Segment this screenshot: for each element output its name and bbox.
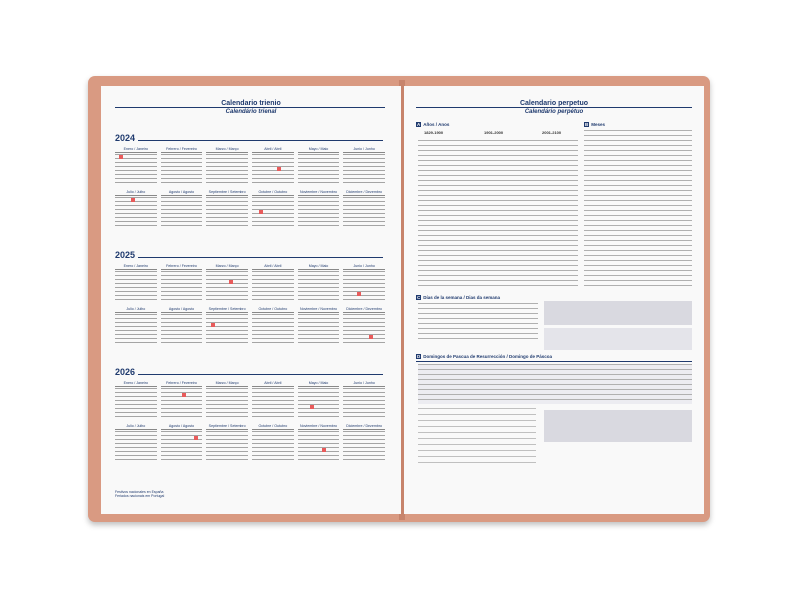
month-name: Febrero / Fevereiro xyxy=(166,264,197,268)
year-rule xyxy=(115,374,383,375)
month-days-grid xyxy=(298,152,340,186)
month-name: Diciembre / Dezembro xyxy=(346,307,383,311)
month-block xyxy=(343,264,385,304)
month-days-grid xyxy=(161,386,203,420)
month-name: Junio / Junho xyxy=(353,381,375,385)
month-block xyxy=(252,190,294,230)
month-name: Enero / Janeiro xyxy=(123,147,149,151)
page-subtitle: Calendário perpétuo xyxy=(524,109,584,115)
month-name: Abril / Abril xyxy=(264,147,282,151)
month-name: Julio / Julho xyxy=(126,190,146,194)
section-weekdays-header: C Días de la semana / Dias da semana xyxy=(417,295,501,300)
example-box xyxy=(544,328,692,350)
month-name: Abril / Abril xyxy=(264,381,282,385)
holiday-marker xyxy=(277,167,281,171)
month-days-grid xyxy=(115,195,157,229)
example-box xyxy=(544,301,692,325)
year-label: 2026 xyxy=(115,367,138,377)
month-block xyxy=(298,381,340,421)
month-name: Marzo / Março xyxy=(215,381,239,385)
month-block xyxy=(206,190,248,230)
section-months-header: B Meses xyxy=(585,122,606,127)
holiday-legend xyxy=(115,490,164,498)
month-block xyxy=(252,424,294,464)
month-name: Octubre / Outubro xyxy=(258,190,288,194)
month-name: Octubre / Outubro xyxy=(258,424,288,428)
month-name: Septiembre / Setembro xyxy=(208,307,246,311)
month-name: Noviembre / Novembro xyxy=(300,424,337,428)
notes-text xyxy=(418,408,536,468)
section-easter-header: D Domingos de Pascua de Resurrección / Domingo de Páscoa xyxy=(417,354,553,359)
month-block xyxy=(115,264,157,304)
holiday-marker xyxy=(357,292,361,296)
col-header: 1829-1900 xyxy=(424,130,444,135)
holiday-marker xyxy=(259,210,263,214)
month-name: Febrero / Fevereiro xyxy=(166,381,197,385)
month-name: Agosto / Agosto xyxy=(168,190,195,194)
title-rule xyxy=(115,107,385,108)
weekdays-table xyxy=(418,303,538,343)
section-years-header: A Años / Anos xyxy=(417,122,450,127)
year-months xyxy=(115,147,385,230)
month-block xyxy=(252,381,294,421)
month-block xyxy=(161,264,203,304)
month-days-grid xyxy=(115,429,157,463)
month-days-grid xyxy=(206,429,248,463)
month-days-grid xyxy=(115,386,157,420)
holiday-marker xyxy=(131,198,135,202)
month-block xyxy=(115,147,157,187)
month-block xyxy=(206,381,248,421)
month-days-grid xyxy=(298,386,340,420)
month-days-grid xyxy=(252,386,294,420)
year-rule xyxy=(115,140,383,141)
month-days-grid xyxy=(298,195,340,229)
month-days-grid xyxy=(161,152,203,186)
month-name: Diciembre / Dezembro xyxy=(346,190,383,194)
month-block xyxy=(206,424,248,464)
month-days-grid xyxy=(343,152,385,186)
section-rule xyxy=(416,361,692,362)
month-days-grid xyxy=(252,429,294,463)
month-name: Junio / Junho xyxy=(353,147,375,151)
month-block xyxy=(298,307,340,347)
title-rule xyxy=(416,107,692,108)
month-days-grid xyxy=(161,429,203,463)
month-block xyxy=(298,147,340,187)
month-name: Mayo / Maio xyxy=(308,381,329,385)
month-days-grid xyxy=(115,312,157,346)
month-block xyxy=(206,307,248,347)
month-block xyxy=(298,264,340,304)
month-name: Marzo / Março xyxy=(215,147,239,151)
page-subtitle: Calendário trienal xyxy=(225,109,277,115)
month-name: Junio / Junho xyxy=(353,264,375,268)
holiday-marker xyxy=(369,335,373,339)
holiday-marker xyxy=(211,323,215,327)
month-block xyxy=(343,147,385,187)
month-days-grid xyxy=(343,386,385,420)
month-block xyxy=(343,381,385,421)
month-block xyxy=(161,147,203,187)
month-days-grid xyxy=(161,195,203,229)
month-block xyxy=(115,307,157,347)
month-days-grid xyxy=(298,269,340,303)
holiday-marker xyxy=(229,280,233,284)
month-block xyxy=(298,190,340,230)
month-block xyxy=(161,190,203,230)
month-days-grid xyxy=(115,152,157,186)
easter-table xyxy=(418,364,692,404)
month-block xyxy=(252,307,294,347)
month-days-grid xyxy=(252,152,294,186)
holiday-marker xyxy=(310,405,314,409)
month-days-grid xyxy=(206,312,248,346)
month-block xyxy=(252,147,294,187)
month-name: Enero / Janeiro xyxy=(123,264,149,268)
years-table xyxy=(418,138,578,290)
page-title: Calendario perpetuo xyxy=(519,100,589,107)
month-days-grid xyxy=(206,269,248,303)
month-name: Agosto / Agosto xyxy=(168,307,195,311)
month-days-grid xyxy=(252,195,294,229)
year-rule xyxy=(115,257,383,258)
month-block xyxy=(343,307,385,347)
feasts-table xyxy=(544,410,692,442)
month-name: Diciembre / Dezembro xyxy=(346,424,383,428)
month-block xyxy=(161,381,203,421)
left-page xyxy=(101,86,401,514)
holiday-marker xyxy=(322,448,326,452)
month-days-grid xyxy=(343,429,385,463)
month-block xyxy=(161,307,203,347)
month-days-grid xyxy=(161,312,203,346)
month-days-grid xyxy=(206,195,248,229)
month-name: Mayo / Maio xyxy=(308,147,329,151)
month-days-grid xyxy=(206,152,248,186)
month-block xyxy=(115,190,157,230)
month-name: Noviembre / Novembro xyxy=(300,307,337,311)
right-page xyxy=(404,86,704,514)
month-days-grid xyxy=(115,269,157,303)
month-name: Septiembre / Setembro xyxy=(208,190,246,194)
month-block xyxy=(115,381,157,421)
page-title: Calendario trienio xyxy=(221,100,281,107)
month-days-grid xyxy=(161,269,203,303)
month-block xyxy=(206,147,248,187)
year-months xyxy=(115,381,385,464)
month-name: Noviembre / Novembro xyxy=(300,190,337,194)
month-days-grid xyxy=(252,269,294,303)
holiday-marker xyxy=(182,393,186,397)
month-name: Mayo / Maio xyxy=(308,264,329,268)
month-name: Marzo / Março xyxy=(215,264,239,268)
legend-spain: Festivos nacionales en España xyxy=(115,490,164,494)
month-days-grid xyxy=(252,312,294,346)
month-block xyxy=(343,424,385,464)
month-days-grid xyxy=(206,386,248,420)
col-header: 1901-2000 xyxy=(484,130,504,135)
month-days-grid xyxy=(298,312,340,346)
year-label: 2024 xyxy=(115,133,138,143)
month-name: Agosto / Agosto xyxy=(168,424,195,428)
month-name: Julio / Julho xyxy=(126,424,146,428)
month-block xyxy=(252,264,294,304)
legend-portugal: Feriados nacionais em Portugal xyxy=(115,494,165,498)
month-block xyxy=(298,424,340,464)
month-block xyxy=(343,190,385,230)
month-name: Julio / Julho xyxy=(126,307,146,311)
months-table xyxy=(584,130,692,290)
month-days-grid xyxy=(298,429,340,463)
month-block xyxy=(115,424,157,464)
month-days-grid xyxy=(343,195,385,229)
month-name: Septiembre / Setembro xyxy=(208,424,246,428)
holiday-marker xyxy=(194,436,198,440)
col-header: 2001-2100 xyxy=(542,130,562,135)
month-name: Abril / Abril xyxy=(264,264,282,268)
month-block xyxy=(206,264,248,304)
month-days-grid xyxy=(343,312,385,346)
year-months xyxy=(115,264,385,347)
holiday-marker xyxy=(119,155,123,159)
month-name: Octubre / Outubro xyxy=(258,307,288,311)
month-days-grid xyxy=(343,269,385,303)
year-label: 2025 xyxy=(115,250,138,260)
month-name: Febrero / Fevereiro xyxy=(166,147,197,151)
month-name: Enero / Janeiro xyxy=(123,381,149,385)
month-block xyxy=(161,424,203,464)
